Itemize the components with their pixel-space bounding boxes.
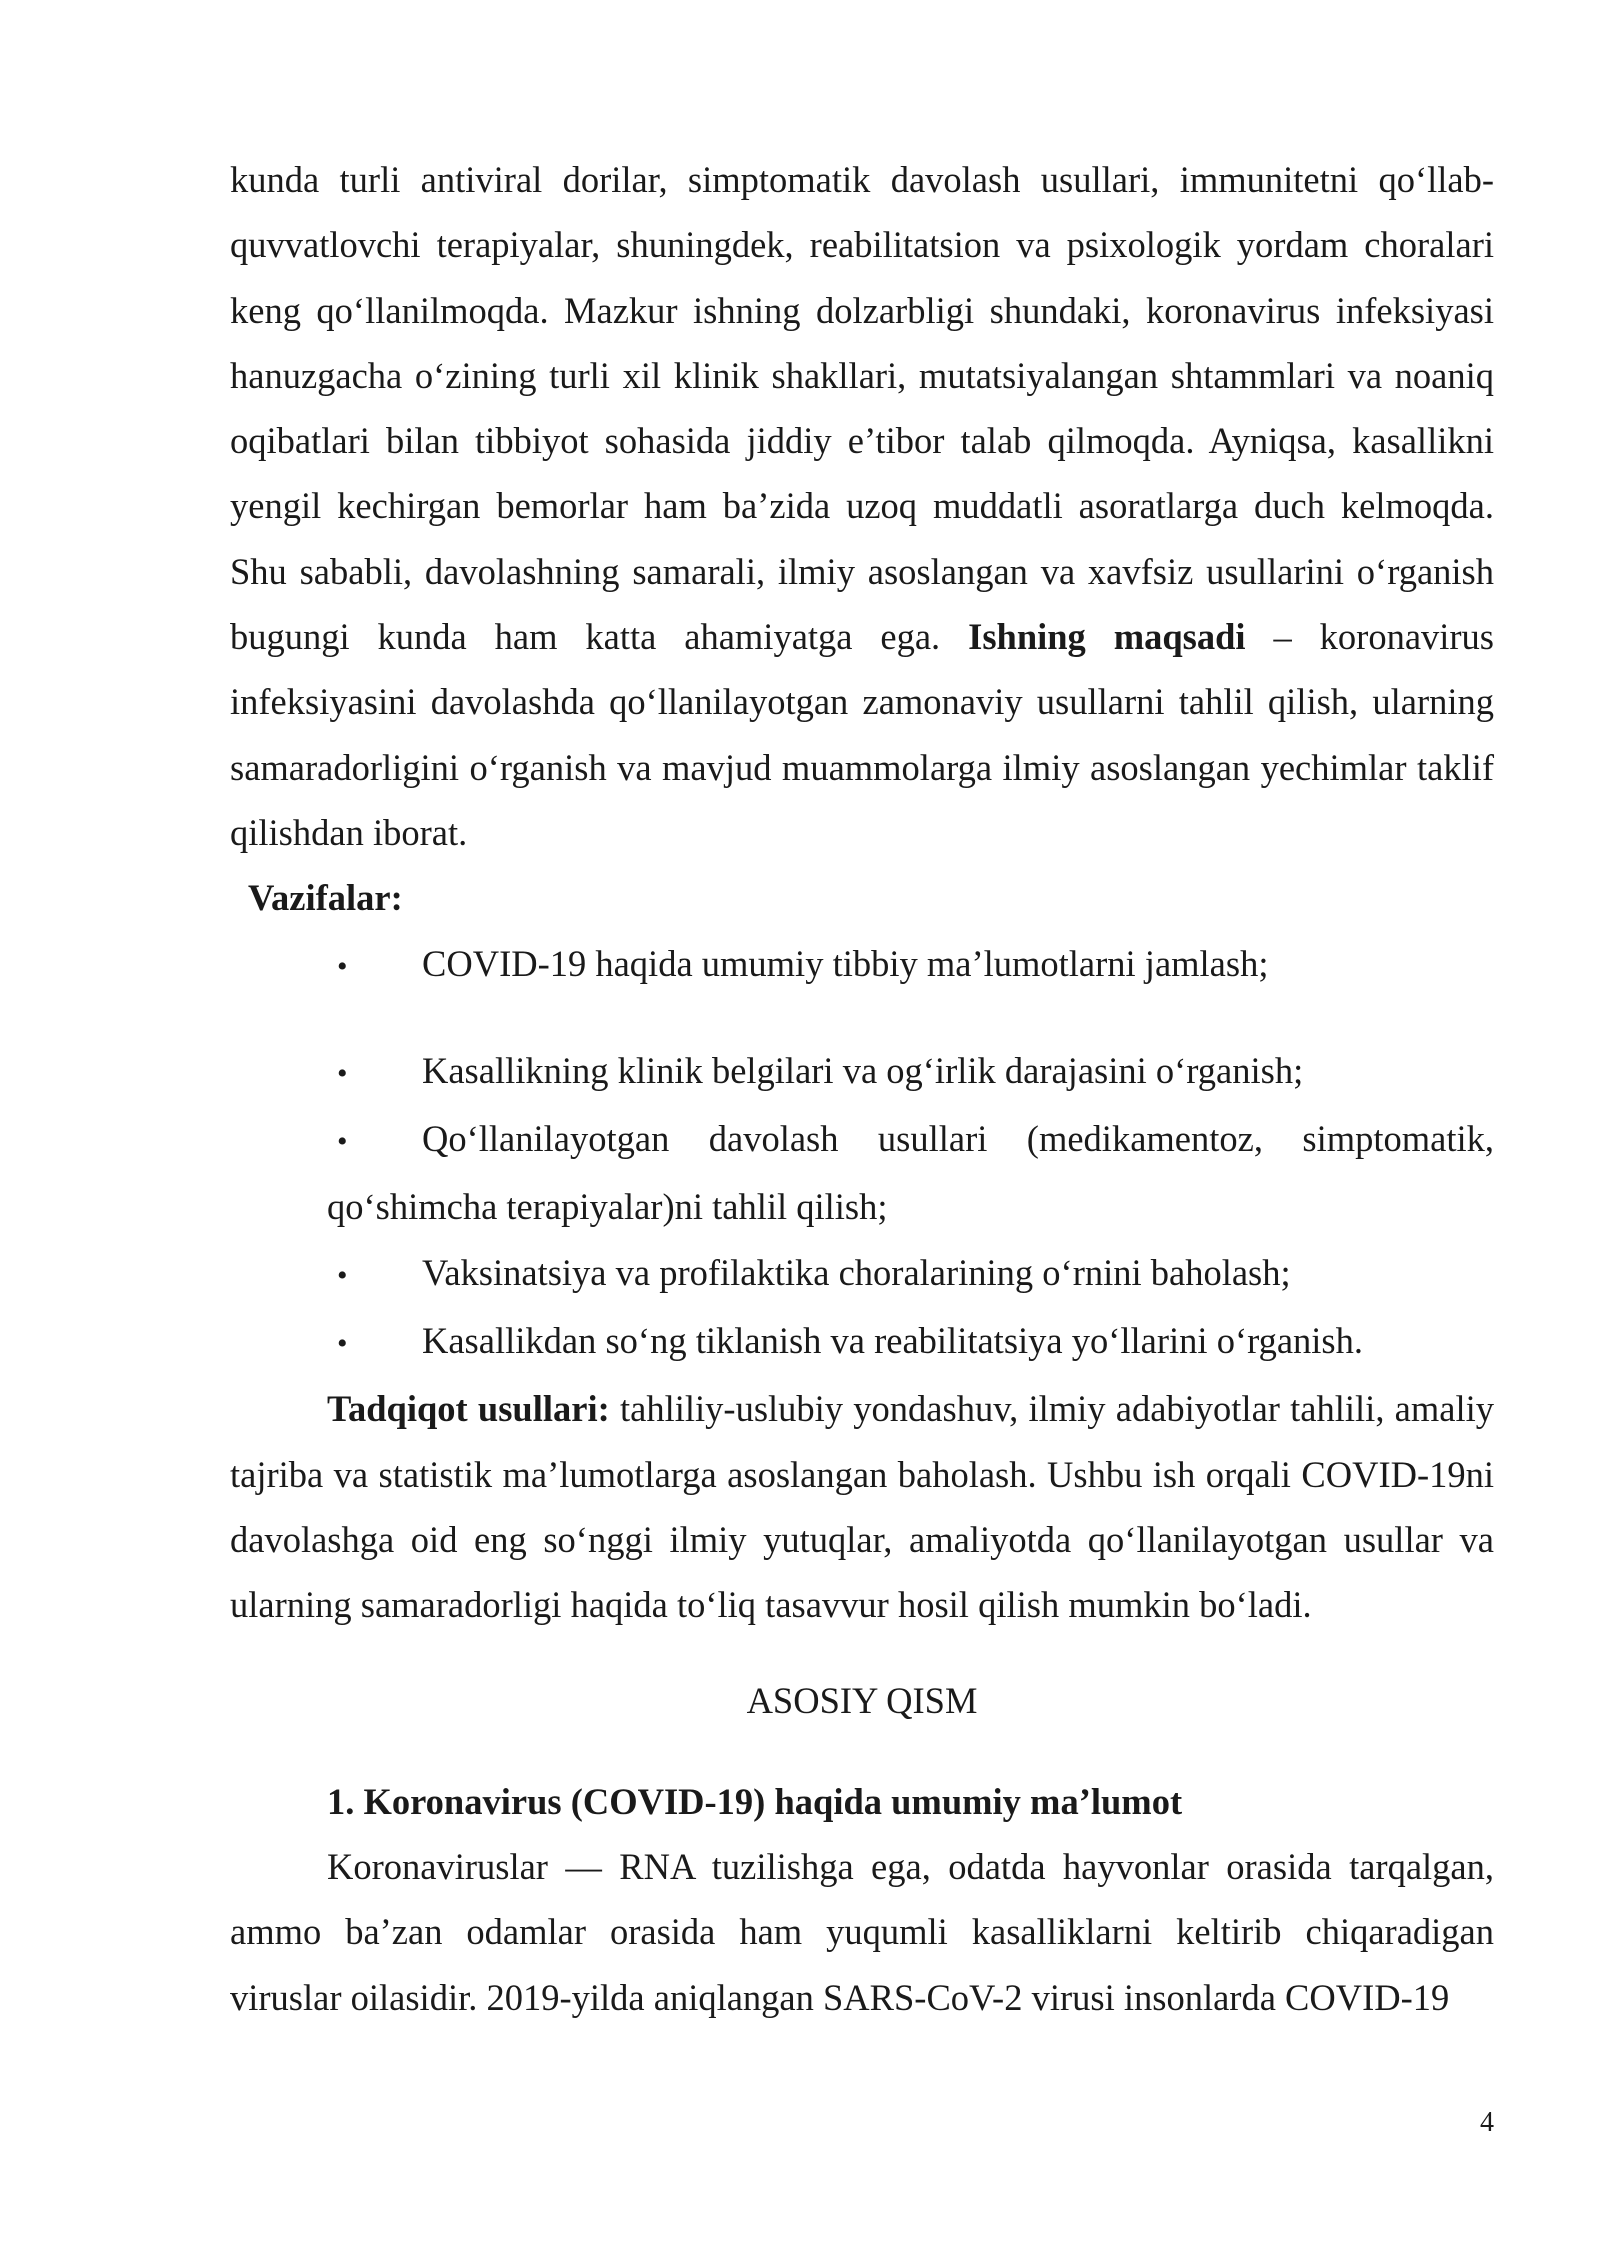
subsection-title: 1. Koronavirus (COVID-19) haqida umumiy ma’lumot [327,1780,1183,1822]
list-item [327,1038,1494,1106]
list-item [327,1106,1494,1240]
bullet-icon: • [337,1327,348,1361]
task-text: Vaksinatsiya va profilaktika choralarining o‘rnini baholash; [422,1251,1291,1293]
task-text: Qo‘llanilayotgan davolash usullari (medikamentoz, simptomatik, qo‘shimcha terapiyalar)ni tahlil qilish; [327,1118,1494,1228]
tasks-heading: Vazifalar: [248,877,403,919]
bullet-icon: • [337,949,348,983]
intro-text: kunda turli antiviral dorilar, simptomatik davolash usullari, immunitetni qo‘llab-quvvatlovchi terapiyalar, shuningdek, reabilitatsion va psixologik yordam choralari keng qo‘llanilmoqda. Mazkur ishning dolzarbligi shundaki, koronavirus infeksiyasi hanuzgacha o‘zining turli xil klinik shakllari, mutatsiyalangan shtammlari va noaniq oqibatlari bilan tibbiyot sohasida jiddiy e’tibor talab qilmoqda. Ayniqsa, kasallikni yengil kechirgan bemorlar ham ba’zida uzoq muddatli asoratlarga duch kelmoqda. Shu sababli, davolashning samarali, ilmiy asoslangan va xavfsiz usullarini o‘rganish bugungi kunda ham katta ahamiyatga ega. [230,159,1494,658]
list-item [327,1308,1494,1376]
goal-label: Ishning maqsadi [968,616,1246,658]
bullet-icon: • [337,1056,348,1090]
page-content [230,147,1494,2030]
task-text: Kasallikdan so‘ng tiklanish va reabilitatsiya yo‘llarini o‘rganish. [422,1320,1364,1362]
task-text: COVID-19 haqida umumiy tibbiy ma’lumotlarni jamlash; [422,942,1269,984]
page-number: 4 [1480,2107,1494,2138]
list-item [327,931,1494,999]
methods-label: Tadqiqot usullari: [327,1388,610,1430]
methods-text: tahliliy-uslubiy yondashuv, ilmiy adabiyotlar tahlili, amaliy tajriba va statistik ma’lumotlarga asoslangan baholash. Ushbu ish orqali COVID-19ni davolashga oid eng so‘nggi ilmiy yutuqlar, amaliyotda qo‘llanilayotgan usullar va ularning samaradorligi haqida to‘liq tasavvur hosil qilish mumkin bo‘ladi. [230,1388,1494,1626]
bullet-icon: • [337,1125,348,1159]
bullet-icon: • [337,1258,348,1292]
subsection-paragraph: Koronaviruslar — RNA tuzilishga ega, odatda hayvonlar orasida tarqalgan, ammo ba’zan odamlar orasida ham yuqumli kasalliklarni keltirib chiqaradigan viruslar oilasidir. 2019-yilda aniqlangan SARS-CoV-2 virusi insonlarda COVID-19 [230,1846,1494,2018]
intro-paragraph [230,147,1494,865]
task-text: Kasallikning klinik belgilari va og‘irlik darajasini o‘rganish; [422,1049,1304,1091]
tasks-list [230,931,1494,1377]
list-item [327,1240,1494,1308]
methods-paragraph [230,1376,1494,1637]
goal-text: – koronavirus infeksiyasini davolashda qo‘llanilayotgan zamonaviy usullarni tahlil qilish, ularning samaradorligini o‘rganish va mavjud muammolarga ilmiy asoslangan yechimlar taklif qilishdan iborat. [230,616,1495,853]
section-title: ASOSIY QISM [746,1679,978,1721]
